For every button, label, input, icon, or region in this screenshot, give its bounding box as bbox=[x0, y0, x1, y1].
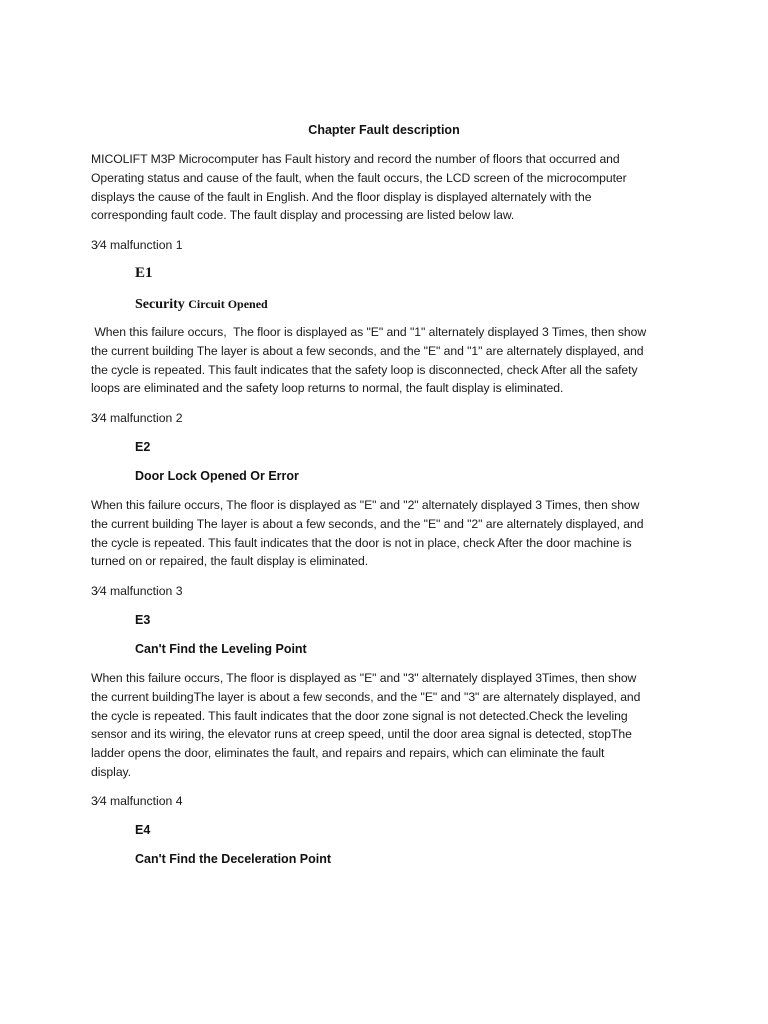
paragraph-line: When this failure occurs, The floor is displayed as "E" and "3" alternately displayed 3Times, then show bbox=[91, 671, 637, 685]
malfunction-label-1: 3⁄4 malfunction 1 bbox=[91, 238, 183, 252]
paragraph-line: When this failure occurs, The floor is displayed as "E" and "2" alternately displayed 3 Times, then show bbox=[91, 498, 640, 512]
paragraph-line: displays the cause of the fault in English. And the floor display is displayed alternately with the bbox=[91, 189, 592, 204]
fault-heading-3: Can't Find the Leveling Point bbox=[135, 642, 307, 656]
malfunction-label-2: 3⁄4 malfunction 2 bbox=[91, 411, 183, 425]
paragraph-line: the current building The layer is about a few seconds, and the "E" and "2" are alternately displayed, and bbox=[91, 516, 644, 531]
paragraph-line: display. bbox=[91, 764, 132, 779]
fault-code-e2: E2 bbox=[135, 440, 151, 454]
paragraph-line: loops are eliminated and the safety loop returns to normal, the fault display is eliminated. bbox=[91, 381, 564, 396]
paragraph-line: the cycle is repeated. This fault indicates that the door is not in place, check After the door machine is bbox=[91, 535, 632, 550]
intro-paragraph bbox=[91, 150, 691, 225]
fault-code-e1: E1 bbox=[135, 265, 153, 281]
paragraph-line: the current buildingThe layer is about a few seconds, and the "E" and "3" are alternately displayed, and bbox=[91, 689, 641, 704]
heading-word: Security bbox=[135, 297, 185, 312]
heading-rest: Circuit Opened bbox=[188, 297, 268, 311]
malfunction-label-4: 3⁄4 malfunction 4 bbox=[91, 794, 183, 808]
paragraph-line: the cycle is repeated. This fault indicates that the door zone signal is not detected.Check the leveling bbox=[91, 708, 628, 723]
paragraph-line: the current building The layer is about a few seconds, and the "E" and "1" are alternately displayed, and bbox=[91, 343, 644, 358]
paragraph-line: Operating status and cause of the fault, when the fault occurs, the LCD screen of the microcomputer bbox=[91, 170, 627, 185]
paragraph-line: corresponding fault code. The fault display and processing are listed below law. bbox=[91, 208, 515, 223]
paragraph-line: turned on or repaired, the fault display is eliminated. bbox=[91, 554, 369, 569]
fault-heading-4: Can't Find the Deceleration Point bbox=[135, 852, 332, 866]
paragraph-line: the cycle is repeated. This fault indicates that the safety loop is disconnected, check After all the safety bbox=[91, 362, 638, 377]
paragraph-line: When this failure occurs, The floor is displayed as "E" and "1" alternately displayed 3 Times, then show bbox=[91, 325, 647, 339]
paragraph-line: sensor and its wiring, the elevator runs at creep speed, until the door area signal is detected, stopThe bbox=[91, 727, 632, 742]
fault-description-2 bbox=[91, 496, 691, 571]
page-title: Chapter Fault description bbox=[308, 123, 460, 137]
fault-heading-1 bbox=[135, 295, 268, 314]
fault-description-1 bbox=[91, 323, 691, 398]
fault-code-e4: E4 bbox=[135, 823, 151, 837]
paragraph-line: MICOLIFT M3P Microcomputer has Fault history and record the number of floors that occurred and bbox=[91, 152, 620, 166]
fault-code-e3: E3 bbox=[135, 613, 151, 627]
fault-description-3 bbox=[91, 669, 691, 782]
malfunction-label-3: 3⁄4 malfunction 3 bbox=[91, 584, 183, 598]
fault-heading-2: Door Lock Opened Or Error bbox=[135, 469, 299, 483]
paragraph-line: ladder opens the door, eliminates the fault, and repairs and repairs, which can eliminate the fault bbox=[91, 746, 605, 761]
